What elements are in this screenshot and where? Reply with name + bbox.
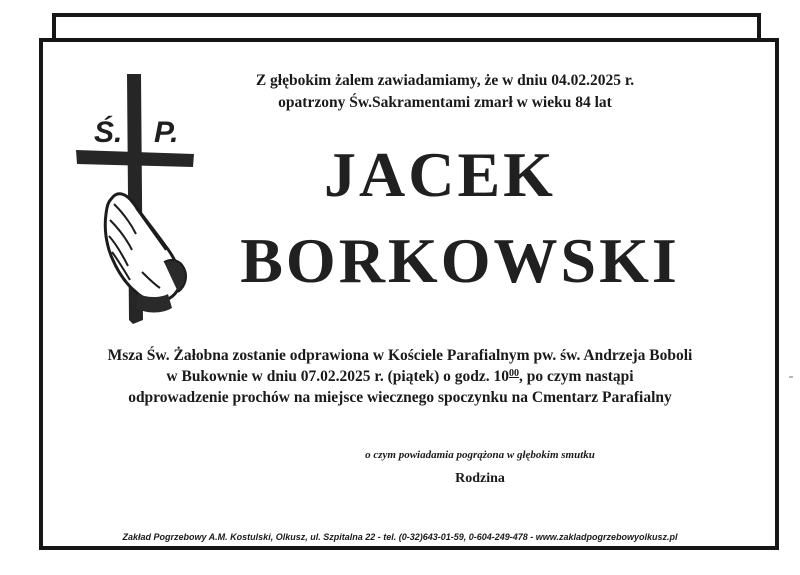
announcement-intro	[200, 70, 690, 114]
mass-line-2	[44, 366, 756, 387]
family-signature: Rodzina	[455, 471, 505, 486]
mass-line-1: Msza Św. Żałobna zostanie odprawiona w Kościele Parafialnym pw. św. Andrzeja Boboli	[107, 347, 693, 364]
deceased-last-name: BORKOWSKI	[240, 225, 680, 296]
family-notice: o czym powiadamia pogrążona w głębokim smutku	[365, 449, 595, 461]
funeral-home-footer: Zakład Pogrzebowy A.M. Kostulski, Olkusz, ul. Szpitalna 22 - tel. (0-32)643-01-59, 0-604-249-478 - www.zakladpogrzebowyolkusz.pl	[122, 532, 678, 542]
cross-horizontal-beam	[76, 150, 194, 167]
praying-hands-icon	[105, 194, 186, 313]
mass-time-hour: w Bukownie w dniu 07.02.2025 r. (piątek) o godz. 10	[166, 368, 510, 385]
scan-speck	[789, 376, 793, 378]
mass-line-3: odprowadzenie prochów na miejsce wiecznego spoczynku na Cmentarz Parafialny	[128, 389, 672, 406]
emblem-letter-right: P.	[154, 116, 179, 149]
mass-time-minutes: 00	[509, 368, 520, 379]
deceased-first-name: JACEK	[324, 139, 556, 210]
intro-line-1: Z głębokim żalem zawiadamiamy, że w dniu 04.02.2025 r.	[255, 72, 635, 89]
emblem-letter-left: Ś.	[94, 116, 123, 149]
intro-line-2: opatrzony Św.Sakramentami zmarł w wieku 84 lat	[278, 94, 612, 111]
funeral-mass-details	[44, 345, 756, 408]
mass-line-2-tail: , po czym nastąpi	[519, 368, 634, 385]
